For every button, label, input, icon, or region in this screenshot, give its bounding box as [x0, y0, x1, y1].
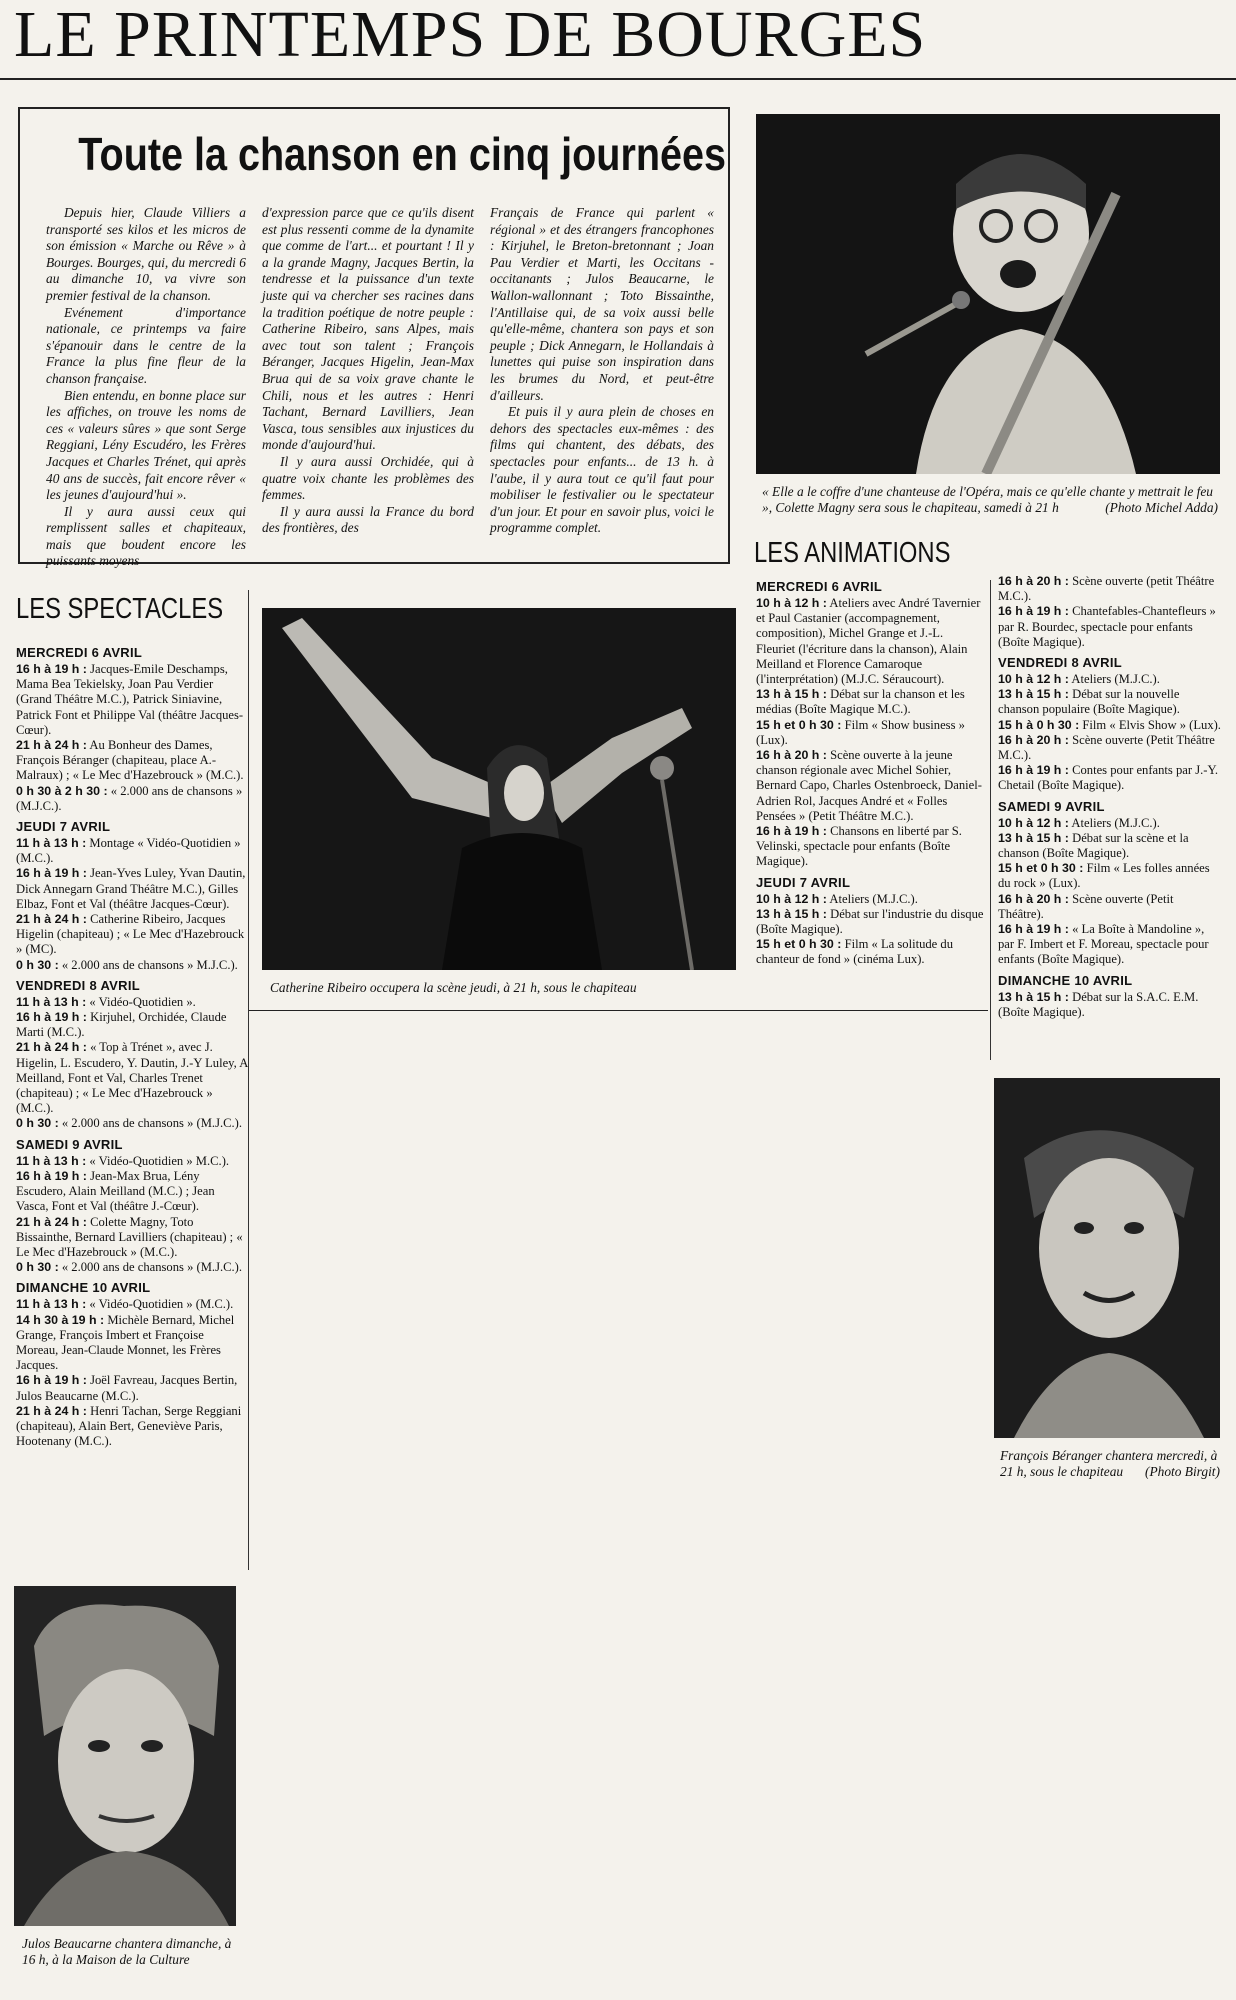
day-heading: DIMANCHE 10 AVRIL [16, 1280, 151, 1296]
entry-time: 0 h 30 : [16, 957, 59, 972]
column-rule [990, 580, 991, 1060]
entry-time: 13 h à 15 h : [756, 687, 827, 702]
schedule-entry [16, 662, 248, 738]
schedule-entry [16, 1169, 248, 1215]
intro-column-1 [46, 205, 246, 570]
entry-text: Henri Tachan, Serge Reggiani (chapiteau), Alain Bert, Geneviève Paris, Hootenany (M.C.). [16, 1403, 242, 1449]
intro-paragraph: Il y aura aussi ceux qui remplissent salles et chapiteaux, mais que boudent encore les puissants moyens [46, 503, 246, 569]
entry-text: Chantefables-Chantefleurs » par R. Bourdec, spectacle pour enfants (Boîte Magique). [998, 604, 1216, 649]
schedule-entry [16, 1313, 248, 1374]
intro-column-2 [262, 205, 474, 537]
entry-time: 16 h à 20 h : [998, 574, 1069, 588]
schedule-entry [998, 990, 1222, 1020]
entry-text: Film « Show business » (Lux). [756, 717, 965, 747]
entry-time: 11 h à 13 h : [16, 1297, 87, 1312]
schedule-entry [756, 824, 984, 870]
schedule-entry [16, 1373, 248, 1403]
entry-time: 10 h à 12 h : [756, 891, 827, 906]
entry-text: « 2.000 ans de chansons » (M.J.C.). [61, 1260, 243, 1275]
headline-rule [0, 78, 1236, 80]
photo-francois-beranger [994, 1078, 1220, 1438]
animations-column-2 [998, 574, 1222, 1020]
entry-text: Ateliers (M.J.C.). [1071, 672, 1160, 687]
entry-time: 10 h à 12 h : [998, 815, 1069, 830]
schedule-entry [16, 1116, 248, 1131]
divider [248, 1010, 988, 1011]
intro-paragraph: Français de France qui parlent « régional » et des étrangers francophones : Kirjuhel, le Breton-bretonnant ; Joan Pau Verdier et Marti, les Occitans - occitanants ; Julos Beaucarne, le Wallon-wallonnant ; Toto Bissainthe, l'Antillaise qui, de sa voix aussi belle qu'elle-même, chantera son pays et son peuple ; Dick Annegarn, le Hollandais à lunettes qui puise son inspiration dans les brumes du Nord, et peut-être d'ailleurs. [490, 205, 714, 403]
intro-paragraph: d'expression parce que ce qu'ils disent est plus ressenti comme de la dynamite que comme de l'art... et pourtant ! Il y a la grande Magny, Jacques Bertin, la tendresse et la puissance d'un texte juste qui va chercher ses racines dans la tradition poétique de notre peuple : Catherine Ribeiro, sans Alpes, mais avec tout son talent ; François Béranger, Jacques Higelin, Jean-Max Brua qui de sa voix grave chante le Chili, nous et les autres : Henri Tachant, Bernard Lavilliers, Jean Vasca, tous sensibles aux injustices du monde d'aujourd'hui. [262, 205, 474, 453]
entry-text: Jacques-Emile Deschamps, Mama Bea Tekielsky, Joan Pau Verdier (Grand Théâtre M.C.), Patrick Siniavine, Patrick Font et Philippe Val (théâtre Jacques-Cœur). [16, 662, 244, 737]
schedule-entry [16, 1404, 248, 1450]
entry-text: « Top à Trénet », avec J. Higelin, L. Escudero, Y. Dautin, J.-Y Luley, A Meilland, Font et Val, Charles Trenet (chapiteau) ; « Le Mec d'Hazebrouck » (M.C.). [16, 1040, 248, 1116]
schedule-entry [756, 907, 984, 937]
caption-julos-beaucarne: Julos Beaucarne chantera dimanche, à 16 h, à la Maison de la Culture [22, 1936, 232, 1967]
schedule-entry [16, 836, 248, 866]
intro-paragraph: Et puis il y aura plein de choses en dehors des spectacles eux-mêmes : des films qui chantent, des débats, des spectacles pour enfants... de 13 h. à l'aube, il y aura tout ce qu'il faut pour mobiliser le festivalier ou le spectateur d'un jour. Et pour en savoir plus, voici le programme complet. [490, 404, 714, 536]
entry-text: Scène ouverte à la jeune chanson régionale avec Michel Sohier, Bernard Capo, Charles Ostenbroeck, Daniel-Adrien Rol, Jacques André et « Folles Pensées » (Petit Théâtre M.C.). [756, 748, 982, 823]
schedule-entry [998, 672, 1222, 687]
entry-time: 16 h à 20 h : [756, 748, 827, 763]
entry-text: « Vidéo-Quotidien ». [89, 994, 196, 1009]
entry-time: 0 h 30 : [16, 1260, 59, 1275]
entry-text: « 2.000 ans de chansons » M.J.C.). [61, 957, 238, 972]
entry-time: 16 h à 19 h : [756, 824, 827, 839]
day-heading: VENDREDI 8 AVRIL [998, 655, 1122, 671]
entry-text: Jean-Yves Luley, Yvan Dautin, Dick Annegarn Grand Théâtre M.C.), Gilles Elbaz, Font et Val (théâtre Jacques-Cœur). [16, 866, 246, 911]
entry-time: 16 h à 20 h : [998, 891, 1069, 906]
schedule-entry [756, 748, 984, 824]
column-rule [248, 590, 249, 1570]
entry-time: 21 h à 24 h : [16, 912, 87, 927]
day-heading: MERCREDI 6 AVRIL [756, 579, 883, 594]
entry-text: Débat sur la nouvelle chanson populaire (Boîte Magique). [998, 687, 1180, 717]
entry-time: 13 h à 15 h : [998, 687, 1069, 702]
schedule-entry [16, 1215, 248, 1261]
entry-text: « 2.000 ans de chansons » (M.J.C.). [16, 783, 243, 813]
entry-text: Ateliers (M.J.C.). [1071, 815, 1160, 830]
intro-column-3 [490, 205, 714, 537]
entry-text: « Vidéo-Quotidien » M.C.). [89, 1153, 230, 1168]
caption-colette-magny [762, 484, 1218, 516]
entry-text: Film « Les folles années du rock » (Lux). [998, 861, 1210, 891]
entry-text: Jean-Max Brua, Lény Escudero, Alain Meilland (M.C.) ; Jean Vasca, Font et Val (théâtre J.-Cœur). [16, 1168, 215, 1214]
entry-text: Michèle Bernard, Michel Grange, François Imbert et Françoise Moreau, Jean-Claude Monnet, les Frères Jacques. [16, 1312, 235, 1373]
schedule-entry [998, 892, 1222, 922]
schedule-entry [756, 892, 984, 907]
headline: LE PRINTEMPS DE BOURGES [14, 0, 927, 71]
schedule-entry [16, 958, 248, 973]
entry-text: Contes pour enfants par J.-Y. Chetail (Boîte Magique). [998, 763, 1219, 793]
schedule-entry [998, 831, 1222, 861]
entry-text: Débat sur la chanson et les médias (Boîte Magique M.C.). [756, 687, 965, 717]
day-heading: JEUDI 7 AVRIL [756, 874, 851, 890]
day-heading: JEUDI 7 AVRIL [16, 819, 111, 835]
schedule-entry [998, 687, 1222, 717]
caption-catherine-ribeiro: Catherine Ribeiro occupera la scène jeudi, à 21 h, sous le chapiteau [270, 980, 637, 995]
subheadline: Toute la chanson en cinq journées [78, 128, 727, 180]
entry-text: Colette Magny, Toto Bissainthe, Bernard Lavilliers (chapiteau) ; « Le Mec d'Hazebrouck » (M.C.). [16, 1214, 243, 1259]
entry-text: Scène ouverte (petit Théâtre M.C.). [998, 574, 1215, 604]
schedule-entry [16, 738, 248, 784]
day-heading: MERCREDI 6 AVRIL [16, 645, 143, 660]
photo-catherine-ribeiro [262, 608, 736, 970]
entry-time: 16 h à 19 h : [16, 1373, 87, 1388]
spectacles-list [16, 640, 248, 1449]
entry-time: 13 h à 15 h : [998, 989, 1069, 1004]
entry-text: « Vidéo-Quotidien » (M.C.). [89, 1297, 234, 1312]
entry-time: 13 h à 15 h : [756, 906, 827, 921]
schedule-entry [16, 1154, 248, 1169]
entry-time: 21 h à 24 h : [16, 1403, 87, 1418]
schedule-entry [16, 995, 248, 1010]
entry-time: 10 h à 12 h : [756, 596, 827, 610]
schedule-entry [756, 596, 984, 687]
entry-text: Catherine Ribeiro, Jacques Higelin (chapiteau) ; « Le Mec d'Hazebrouck » (MC). [16, 912, 245, 957]
entry-time: 13 h à 15 h : [998, 830, 1069, 845]
entry-time: 10 h à 12 h : [998, 672, 1069, 687]
entry-text: Joël Favreau, Jacques Bertin, Julos Beaucarne (M.C.). [16, 1373, 238, 1403]
intro-paragraph: Bien entendu, en bonne place sur les affiches, on trouve les noms de ces « valeurs sûres » que sont Serge Reggiani, Lény Escudéro, les Frères Jacques et Charles Trénet, qui après 40 ans de succès, fait encore rêver « les jeunes d'aujourd'hui ». [46, 387, 246, 503]
entry-time: 16 h à 19 h : [16, 662, 87, 676]
photo-credit: (Photo Birgit) [1144, 1464, 1220, 1479]
entry-text: Kirjuhel, Orchidée, Claude Marti (M.C.). [16, 1010, 227, 1040]
photo-credit: (Photo Michel Adda) [1105, 500, 1218, 515]
intro-paragraph: Depuis hier, Claude Villiers a transporté ses kilos et les micros de son émission « Marche ou Rêve » à Bourges. Bourges, qui, du mercredi 6 au dimanche 10, va vivre son premier festival de la chanson. [46, 205, 246, 303]
entry-time: 21 h à 24 h : [16, 738, 87, 753]
entry-text: Scène ouverte (Petit Théâtre M.C.). [998, 732, 1215, 763]
intro-paragraph: Il y aura aussi Orchidée, qui à quatre voix chante les problèmes des femmes. [262, 453, 474, 503]
animations-column-1 [756, 574, 984, 968]
schedule-entry [756, 718, 984, 748]
schedule-entry [756, 937, 984, 967]
entry-time: 16 h à 19 h : [998, 763, 1069, 778]
schedule-entry [16, 1010, 248, 1040]
photo-julos-beaucarne [14, 1586, 236, 1926]
photo-colette-magny [756, 114, 1220, 474]
entry-time: 16 h à 19 h : [16, 1010, 87, 1025]
entry-time: 15 h et 0 h 30 : [998, 861, 1084, 876]
section-title-animations: LES ANIMATIONS [754, 537, 951, 569]
schedule-entry [998, 763, 1222, 793]
entry-text: Film « La solitude du chanteur de fond » (cinéma Lux). [756, 937, 954, 967]
entry-time: 14 h 30 à 19 h : [16, 1312, 105, 1327]
entry-time: 15 h et 0 h 30 : [756, 937, 842, 952]
entry-time: 15 h et 0 h 30 : [756, 717, 842, 732]
caption-text: « Elle a le coffre d'une chanteuse de l'Opéra, mais ce qu'elle chante y mettrait le feu », Colette Magny sera sous le chapiteau, samedi à 21 h [762, 484, 1213, 515]
entry-text: Chansons en liberté par S. Velinski, spectacle pour enfants (Boîte Magique). [756, 824, 962, 869]
entry-time: 16 h à 19 h : [998, 922, 1069, 937]
entry-time: 16 h à 19 h : [998, 604, 1069, 619]
entry-text: Débat sur l'industrie du disque (Boîte Magique). [756, 906, 984, 937]
day-heading: SAMEDI 9 AVRIL [998, 798, 1105, 814]
intro-paragraph: Il y aura aussi la France du bord des frontières, des [262, 503, 474, 536]
section-title-spectacles: LES SPECTACLES [16, 593, 224, 625]
entry-time: 11 h à 13 h : [16, 836, 87, 851]
entry-time: 16 h à 19 h : [16, 1168, 87, 1183]
entry-time: 11 h à 13 h : [16, 1153, 87, 1168]
entry-time: 0 h 30 à 2 h 30 : [16, 783, 108, 798]
schedule-entry [998, 574, 1222, 604]
entry-text: Ateliers (M.J.C.). [829, 891, 918, 906]
schedule-entry [998, 604, 1222, 650]
schedule-entry [16, 1260, 248, 1275]
entry-time: 11 h à 13 h : [16, 994, 87, 1009]
entry-time: 21 h à 24 h : [16, 1214, 87, 1229]
entry-text: Film « Elvis Show » (Lux). [1082, 717, 1221, 732]
entry-text: Au Bonheur des Dames, François Béranger (chapiteau, place A.-Malraux) ; « Le Mec d'Hazebrouck » (M.C.). [16, 738, 244, 783]
schedule-entry [16, 912, 248, 958]
entry-text: « La Boîte à Mandoline », par F. Imbert et F. Moreau, spectacle pour enfants (Boîte Magique). [998, 922, 1209, 967]
schedule-entry [998, 816, 1222, 831]
schedule-entry [998, 861, 1222, 891]
schedule-entry [998, 733, 1222, 763]
entry-text: Ateliers avec André Tavernier et Paul Castanier (accompagnement, composition), Michel Grange et J.-L. Fleuriet (l'écriture dans la chanson), Alain Meilland et Florence Camaroque (l'interprétation) (M.J.C. Séraucourt). [756, 596, 981, 687]
entry-text: Débat sur la S.A.C. E.M. (Boîte Magique). [998, 989, 1199, 1019]
day-heading: SAMEDI 9 AVRIL [16, 1136, 123, 1152]
entry-time: 16 h à 20 h : [998, 732, 1069, 747]
schedule-entry [16, 784, 248, 814]
intro-paragraph: Evénement d'importance nationale, ce printemps va faire s'épanouir dans le centre de la France la plus fine fleur de la chanson française. [46, 304, 246, 386]
schedule-entry [998, 718, 1222, 733]
caption-text: François Béranger chantera mercredi, à 21 h, sous le chapiteau [1000, 1448, 1218, 1479]
entry-time: 21 h à 24 h : [16, 1040, 87, 1055]
schedule-entry [16, 866, 248, 912]
entry-text: Débat sur la scène et la chanson (Boîte Magique). [998, 830, 1189, 861]
entry-time: 0 h 30 : [16, 1116, 59, 1131]
schedule-entry [16, 1040, 248, 1116]
caption-francois-beranger [1000, 1448, 1220, 1480]
day-heading: VENDREDI 8 AVRIL [16, 977, 140, 993]
day-heading: DIMANCHE 10 AVRIL [998, 972, 1133, 988]
entry-time: 16 h à 19 h : [16, 866, 87, 881]
entry-text: « 2.000 ans de chansons » (M.J.C.). [61, 1116, 243, 1131]
entry-text: Montage « Vidéo-Quotidien » (M.C.). [16, 836, 241, 866]
schedule-entry [16, 1297, 248, 1312]
entry-text: Scène ouverte (Petit Théâtre). [998, 891, 1174, 921]
schedule-entry [998, 922, 1222, 968]
schedule-entry [756, 687, 984, 717]
entry-time: 15 h à 0 h 30 : [998, 717, 1080, 732]
